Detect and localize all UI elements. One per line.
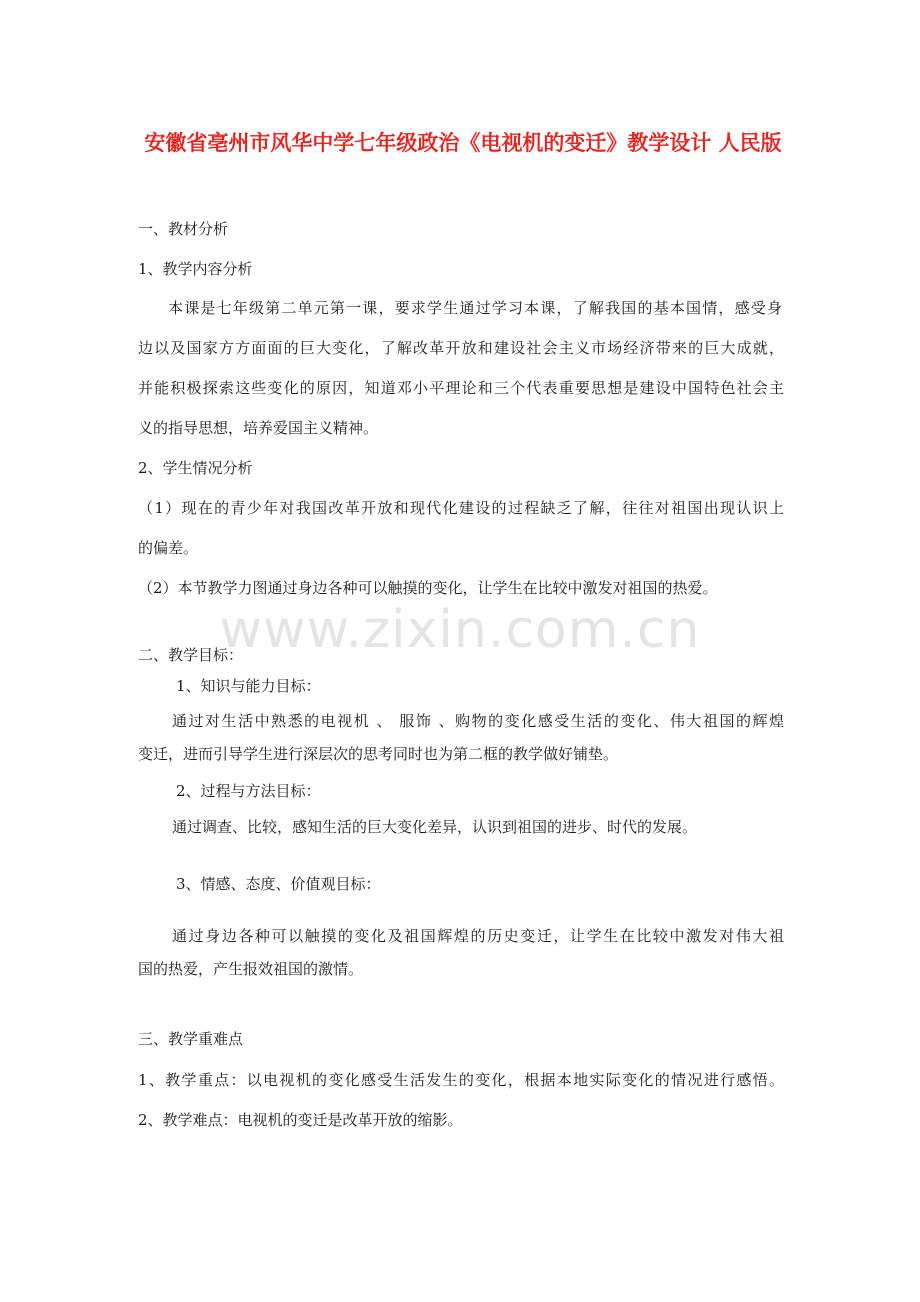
paragraph-line: 通过调查、比较，感知生活的巨大变化差异，认识到祖国的进步、时代的发展。 bbox=[172, 818, 698, 836]
paragraph-line: 义的指导思想，培养爱国主义精神。 bbox=[138, 419, 379, 437]
paragraph-line: 边以及国家方方面面的巨大变化，了解改革开放和建设社会主义市场经济带来的巨大成就， bbox=[138, 339, 784, 357]
paragraph-line: 并能积极探索这些变化的原因，知道邓小平理论和三个代表重要思想是建设中国特色社会主 bbox=[138, 379, 784, 397]
paragraph-line: （2）本节教学力图通过身边各种可以触摸的变化，让学生在比较中激发对祖国的热爱。 bbox=[138, 579, 718, 597]
paragraph-line: 通过身边各种可以触摸的变化及祖国辉煌的历史变迁，让学生在比较中激发对伟大祖 bbox=[172, 927, 784, 945]
section-heading-3: 三、教学重难点 bbox=[138, 1030, 244, 1048]
paragraph-line: 本课是七年级第二单元第一课，要求学生通过学习本课，了解我国的基本国情，感受身 bbox=[168, 299, 782, 317]
paragraph-line: （1）现在的青少年对我国改革开放和现代化建设的过程缺乏了解，往往对祖国出现认识上 bbox=[138, 499, 784, 517]
subheading-student-analysis: 2、学生情况分析 bbox=[138, 459, 253, 477]
paragraph-line: 2、教学难点：电视机的变迁是改革开放的缩影。 bbox=[138, 1111, 463, 1129]
watermark: www.zixin.com.cn bbox=[219, 600, 701, 660]
paragraph-line: 国的热爱，产生报效祖国的激情。 bbox=[138, 960, 364, 978]
subheading-content-analysis: 1、教学内容分析 bbox=[138, 260, 253, 278]
paragraph-line: 通过对生活中熟悉的电视机 、 服饰 、购物的变化感受生活的变化、伟大祖国的辉煌 bbox=[172, 712, 784, 730]
document-title: 安徽省亳州市风华中学七年级政治《电视机的变迁》教学设计 人民版 bbox=[144, 131, 782, 155]
section-heading-1: 一、教材分析 bbox=[138, 220, 229, 238]
subheading-knowledge-goal: 1、知识与能力目标： bbox=[176, 677, 321, 695]
subheading-process-goal: 2、过程与方法目标： bbox=[176, 782, 321, 800]
paragraph-line: 1、教学重点：以电视机的变化感受生活发生的变化，根据本地实际变化的情况进行感悟。 bbox=[138, 1071, 784, 1089]
section-heading-2: 二、教学目标： bbox=[138, 646, 244, 664]
subheading-attitude-goal: 3、情感、态度、价值观目标： bbox=[176, 875, 381, 893]
paragraph-line: 的偏差。 bbox=[138, 539, 199, 557]
paragraph-line: 变迁，进而引导学生进行深层次的思考同时也为第二框的教学做好铺垫。 bbox=[138, 745, 619, 763]
